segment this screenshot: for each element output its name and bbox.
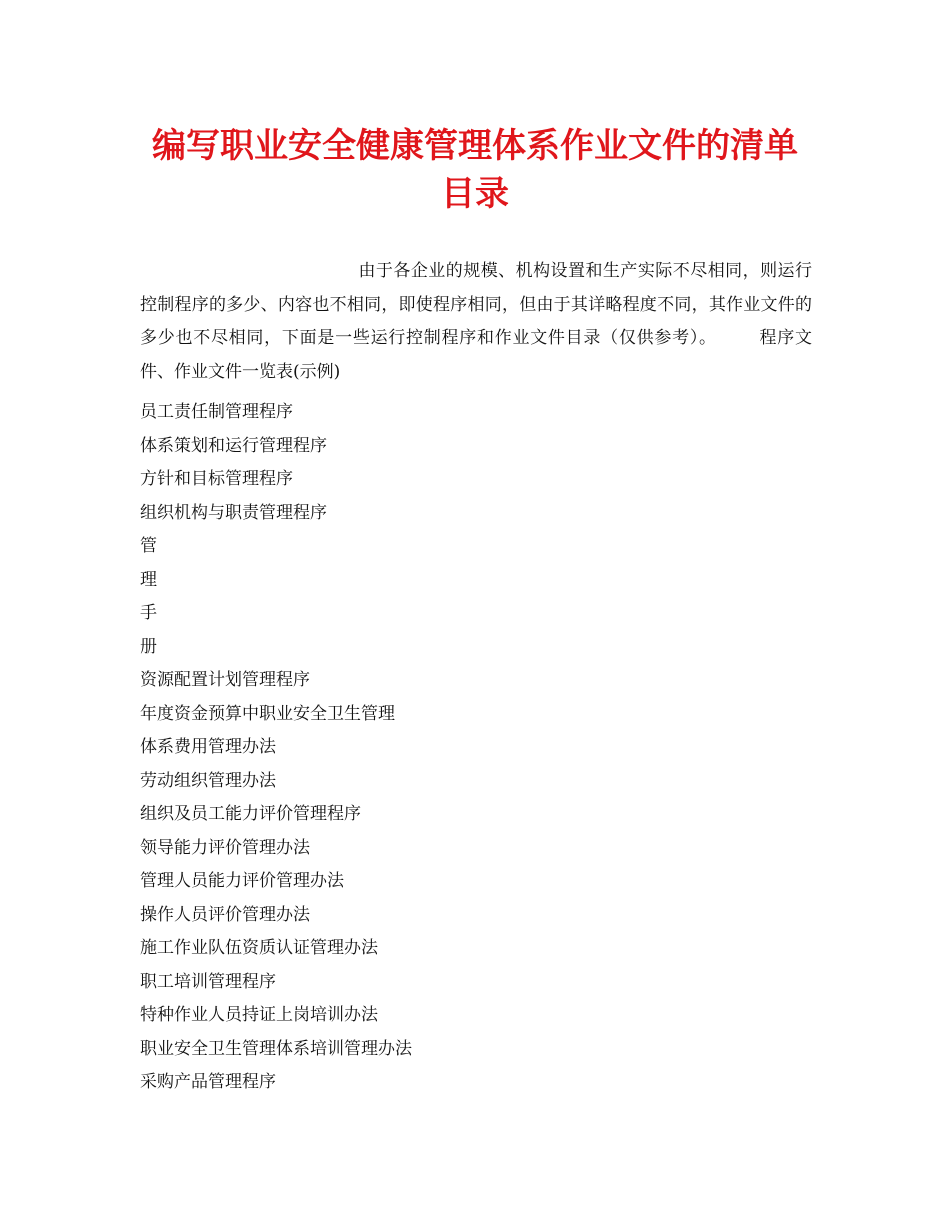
list-item: 施工作业队伍资质认证管理办法 xyxy=(140,938,378,958)
document-title: 编写职业安全健康管理体系作业文件的清单目录 xyxy=(152,126,798,214)
document-list xyxy=(140,396,812,1100)
intro-text: 由于各企业的规模、机构设置和生产实际不尽相同，则运行控制程序的多少、内容也不相同，即使程序相同，但由于其详略程度不同，其作业文件的多少也不尽相同，下面是一些运行控制程序和作业文件目录（仅供参考）。 xyxy=(140,261,812,348)
list-item: 手 xyxy=(140,603,157,623)
list-item: 管 xyxy=(140,536,157,556)
list-item: 职业安全卫生管理体系培训管理办法 xyxy=(140,1038,412,1059)
table-caption: 程序文件、作业文件一览表(示例) xyxy=(140,328,813,382)
list-item: 劳动组织管理办法 xyxy=(140,770,276,791)
list-item: 管理人员能力评价管理办法 xyxy=(140,871,344,891)
list-item: 体系策划和运行管理程序 xyxy=(140,435,327,456)
list-item: 方针和目标管理程序 xyxy=(140,469,293,489)
list-item: 操作人员评价管理办法 xyxy=(140,904,310,925)
list-item: 领导能力评价管理办法 xyxy=(140,837,310,858)
list-item: 年度资金预算中职业安全卫生管理 xyxy=(140,703,395,724)
list-item: 组织及员工能力评价管理程序 xyxy=(140,804,361,824)
list-item: 体系费用管理办法 xyxy=(140,737,276,757)
list-item: 特种作业人员持证上岗培训办法 xyxy=(140,1005,378,1025)
list-item: 理 xyxy=(140,569,157,590)
list-item: 员工责任制管理程序 xyxy=(140,402,293,422)
list-item: 组织机构与职责管理程序 xyxy=(140,502,327,523)
list-item: 职工培训管理程序 xyxy=(140,971,276,992)
list-item: 册 xyxy=(140,636,157,657)
list-item: 采购产品管理程序 xyxy=(140,1072,276,1092)
intro-paragraph xyxy=(140,255,812,389)
list-item: 资源配置计划管理程序 xyxy=(140,670,310,690)
